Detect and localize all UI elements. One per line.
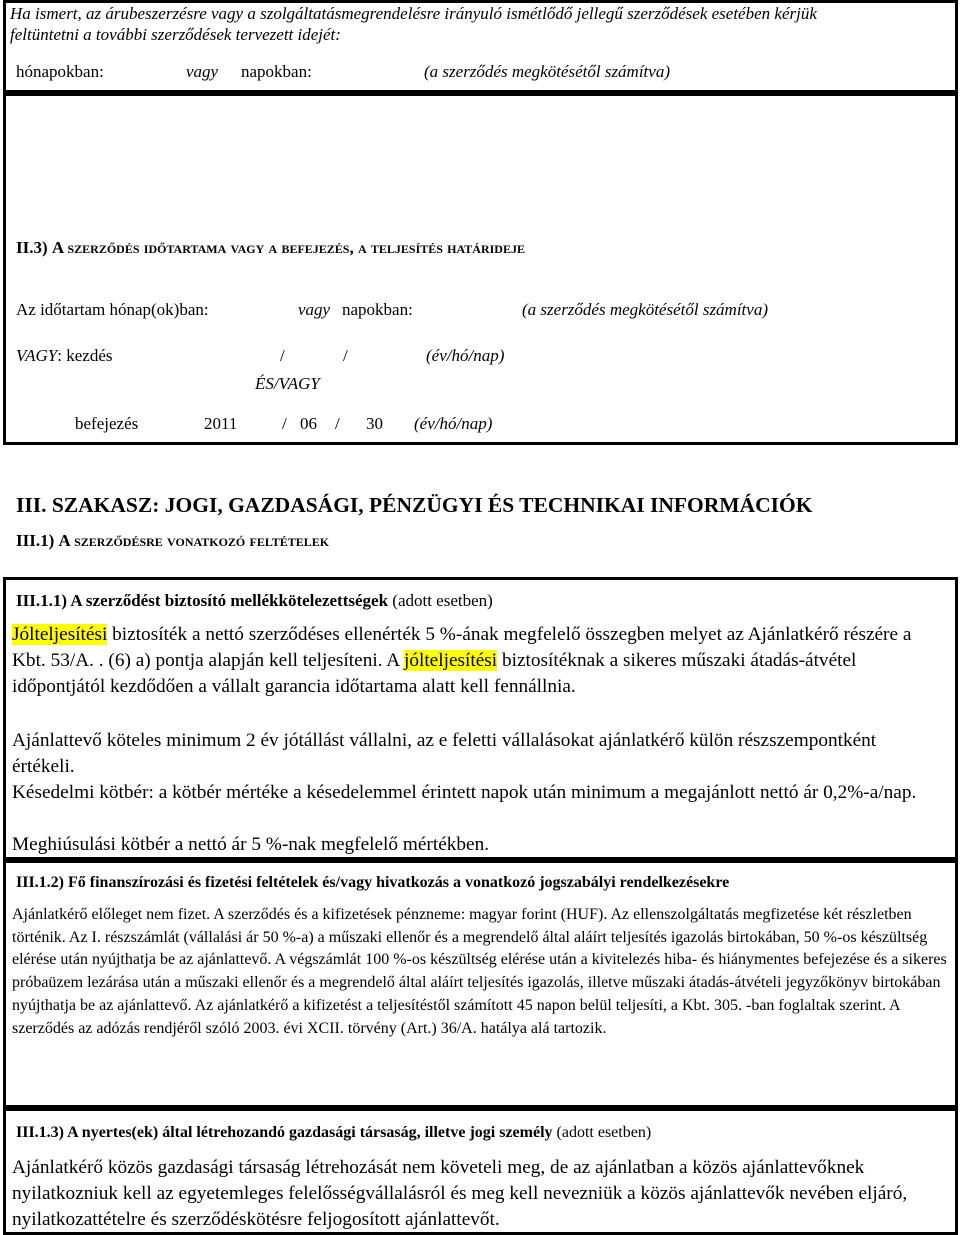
ii3-end-day: 30 [366,414,383,433]
iii1-sub-num: III.1) [16,531,59,550]
ii3-end-slash1: / [282,414,287,433]
iii-1-3-text: Ajánlatkérő közös gazdasági társaság létrehozását nem követeli meg, de az ajánlatban a közös ajánlattevőknek nyilatkozniuk kell az egyetemleges felelősségvállalásról és meg kell nevezniük a közös ajánlattevők nevében eljáró, nyilatkozattételre és szerződéskötésre feljogosított ajánlattevőt. [12,1157,908,1230]
ii2-months-label: hónapokban: [16,62,104,81]
section-iii-title: III. SZAKASZ: JOGI, GAZDASÁGI, PÉNZÜGYI ÉS TECHNIKAI INFORMÁCIÓK [16,493,813,517]
ii3-end-label: befejezés [75,414,139,433]
iii-1-3-heading: III.1.3) A nyertes(ek) által létrehozandó gazdasági társaság, illetve jogi személy [16,1124,553,1141]
iii-1-1-heading-row [16,591,493,611]
ii3-date-format1: (év/hó/nap) [426,346,505,365]
iii-1-1-highlight1: Jólteljesítési [12,624,108,645]
iii-1-2-text: Ajánlatkérő előleget nem fizet. A szerződés és a kifizetések pénzneme: magyar forint (HUF). Az ellenszolgáltatás megfizetése két részletben történik. Az I. részszámlát (vállalási ár 50 %-a) a műszaki ellenőr és a megrendelő által aláírt teljesítés igazolás birtokában, 50 %-os készültség elérése után nyújthatja be az ajánlattevő. A végszámlát 100 %-os készültség elérése után a kivitelezés hiba- és hiánymentes befejezése és a sikeres próbaüzem lezárása után a műszaki ellenőr és a megrendelő által aláírt teljesítés igazolás, illetve műszaki átadás-átvételi jegyzőkönyv birtokában nyújthatja be az ajánlattevő. Az ajánlatkérő a kifizetést a teljesítéstől számított 45 napon belül teljesíti, a Kbt. 305. -ban foglaltak szerint. A szerződés az adózás rendjéről szóló 2003. évi XCII. törvény (Art.) 36/A. hatálya alá tartozik. [12,906,947,1037]
ii3-start-label: : kezdés [57,346,113,365]
iii-1-1-text2: biztosítéknak a sikeres műszaki átadás-átvétel időpontjától kezdődően a vállalt garancia időtartama alatt kell fennállnia. [12,650,857,697]
ii3-heading-num: II.3) [16,238,52,257]
ii3-end-slash2: / [335,414,340,433]
ii3-duration-label: Az időtartam hónap(ok)ban: [16,300,209,319]
ii3-start-slash1: / [280,346,285,365]
iii-1-3-heading-row [16,1124,651,1142]
iii-1-1-heading-note: (adott esetben) [388,591,493,610]
iii-1-2-heading: III.1.2) Fő finanszírozási és fizetési feltételek és/vagy hivatkozás a vonatkozó jogszabályi rendelkezésekre [16,874,730,891]
ii3-start-row [16,346,112,366]
section-iii-1-1-box [3,577,958,860]
ii3-or-prefix: VAGY [16,346,58,365]
iii-1-1-text1: biztosíték a nettó szerződéses ellenérték 5 %-ának megfelelő összegben melyet az Ajánlatkérő részére a Kbt. 53/A. . (6) a) pontja alapján kell teljesíteni. A [12,624,912,671]
ii2-intro-line1: Ha ismert, az árubeszerzésre vagy a szolgáltatásmegrendelésre irányuló ismétlődő jellegű szerződések esetében kérjük [10,4,817,23]
ii3-start-slash2: / [343,346,348,365]
iii-1-1-para1 [12,622,942,700]
ii2-days-label: napokban: [241,62,312,81]
ii3-heading [16,238,525,258]
ii2-or-label: vagy [186,62,219,81]
ii3-date-format2: (év/hó/nap) [414,414,493,433]
iii1-sub-text: A szerződésre vonatkozó feltételek [58,531,330,550]
iii1-subheading [16,531,329,551]
ii3-days-label: napokban: [342,300,413,319]
ii3-end-year: 2011 [204,414,238,433]
iii-1-1-para3: Késedelmi kötbér: a kötbér mértéke a késedelemmel érintett napok után minimum a megajánlott nettó ár 0,2%-a/nap. [12,782,917,803]
ii3-from-contract-note: (a szerződés megkötésétől számítva) [522,300,768,319]
iii-1-3-heading-note: (adott esetben) [552,1124,652,1141]
ii3-or-label: vagy [298,300,331,319]
iii-1-1-heading: III.1.1) A szerződést biztosító mellékkötelezettségek [16,591,389,610]
section-ii3-box [3,93,958,445]
iii-1-1-para2: Ajánlattevő köteles minimum 2 év jótállást vállalni, az e feletti vállalásokat ajánlatkérő külön részszempontként értékeli. [12,730,877,777]
ii2-from-contract-note: (a szerződés megkötésétől számítva) [424,62,670,81]
iii-1-1-highlight2: jólteljesítési [403,650,498,671]
iii-1-1-para4: Meghiúsulási kötbér a nettó ár 5 %-nak megfelelő mértékben. [12,834,490,855]
ii3-heading-text: A szerződés időtartama vagy a befejezés, a teljesítés határideje [51,238,525,257]
ii3-and-or: ÉS/VAGY [255,374,320,393]
ii2-intro-line2: feltüntetni a további szerződések tervezett idejét: [10,25,341,44]
ii3-end-month: 06 [300,414,317,433]
